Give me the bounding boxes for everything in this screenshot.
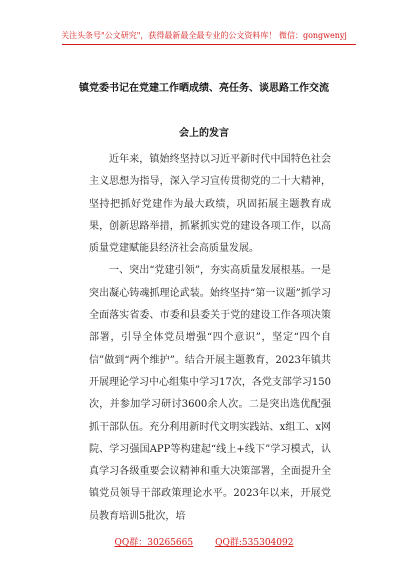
header-banner: 关注头条号"公文研究"，获得最新最全最专业的公文资料库！ 微信：gongwenyj — [61, 31, 347, 40]
footer-contact — [0, 535, 408, 548]
document-body — [89, 149, 331, 528]
qq-group-1: QQ群：30265665 — [114, 538, 194, 548]
header-divider — [62, 44, 356, 45]
body-paragraph: 一、突出“党建引领”，夯实高质量发展根基。一是突出凝心铸魂抓理论武装。始终坚持“第一议题”抓学习全面落实省委、市委和县委关于党的建设工作各项决策部署，引导全体党员增强“四个意识”，坚定“四个自信”做到“两个维护”。结合开展主题教育，2023年镇共开展理论学习中心组集中学习17次，各党支部学习150次，并参加学习研讨3600余人次。二是突出选优配强抓干部队伍。充分利用新时代文明实践站、x组工、x网院、学习强国APP等构建起“线上+线下”学习模式，认真学习各级重要会议精神和重大决策部署，全面提升全镇党员领导干部政策理论水平。2023年以来，开展党员教育培训5批次，培 — [89, 265, 331, 522]
document-title: 镇党委书记在党建工作晒成绩、亮任务、谈思路工作交流 — [79, 83, 329, 94]
document-title-continuation: 会上的发言 — [179, 128, 229, 139]
qq-group-2: QQ群:535304092 — [215, 538, 294, 548]
body-paragraph: 近年来，镇始终坚持以习近平新时代中国特色社会主义思想为指导，深入学习宣传贯彻党的二十大精神，坚持把抓好党建作为最大政绩，巩固拓展主题教育成果，创新思路举措，抓紧抓实党的建设各项工作，以高质量党建赋能县经济社会高质量发展。 — [89, 154, 331, 255]
